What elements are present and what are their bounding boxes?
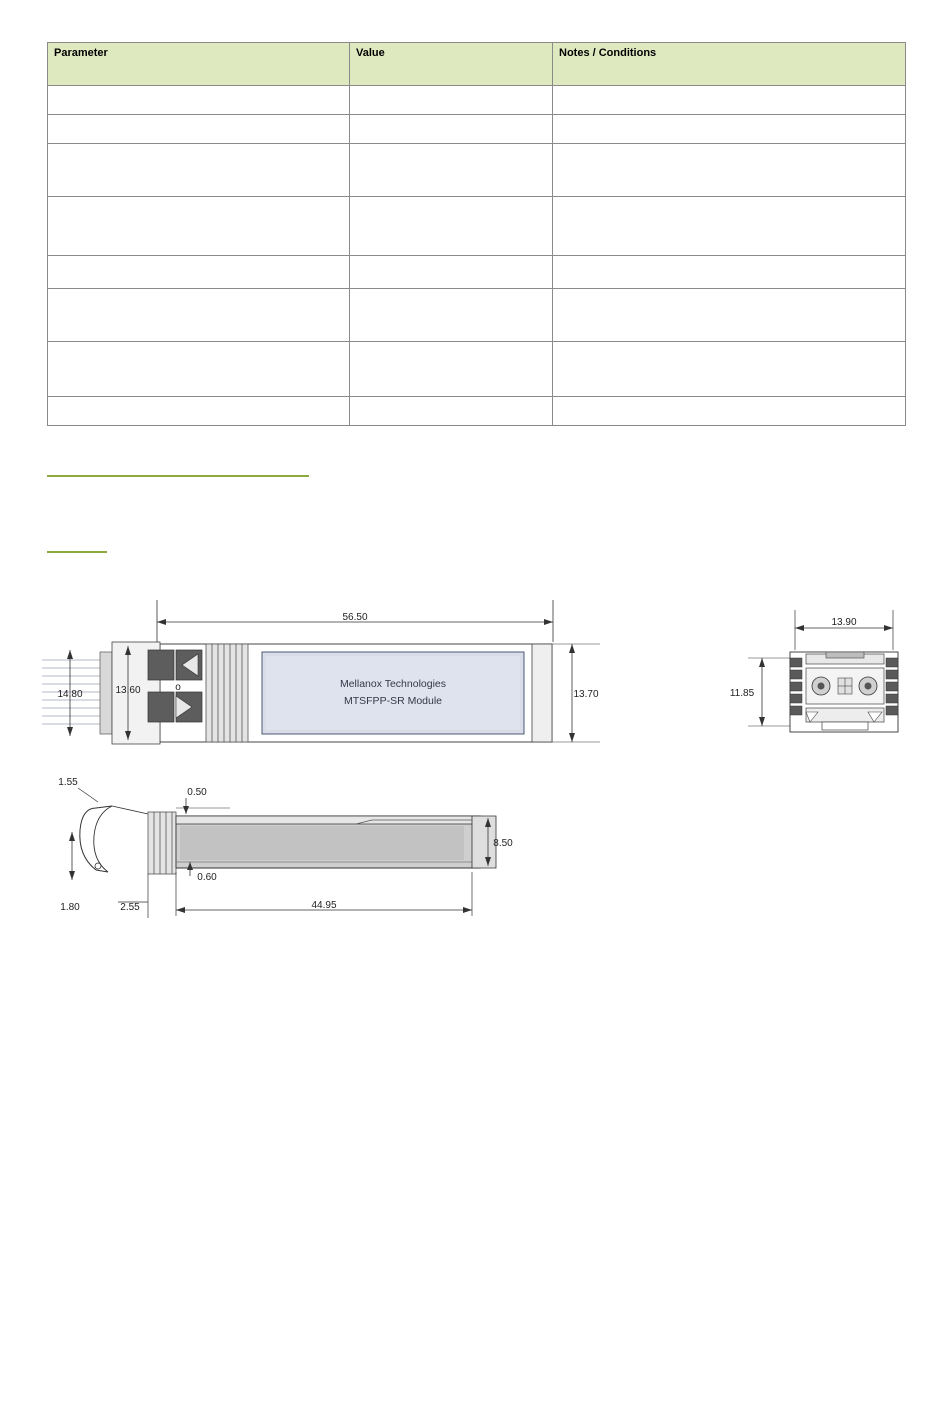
- subsection-heading: [47, 548, 107, 553]
- drawing-end-view: [730, 610, 898, 732]
- table-cell: [48, 256, 350, 289]
- table-cell: [350, 289, 553, 342]
- table-header-cell: Parameter: [48, 43, 350, 86]
- table-cell: [350, 197, 553, 256]
- table-cell: [553, 289, 906, 342]
- table-cell: [350, 86, 553, 115]
- svg-text:o: o: [175, 682, 181, 693]
- table-row: [48, 256, 906, 289]
- table-row: [48, 197, 906, 256]
- table-row: [48, 342, 906, 397]
- table-cell: [350, 342, 553, 397]
- table-cell: [553, 115, 906, 144]
- table-cell: [553, 86, 906, 115]
- dimension-top-height: 13.70: [573, 689, 599, 700]
- dimension-end-width: 13.90: [831, 617, 857, 628]
- table-row: [48, 397, 906, 426]
- table-row: [48, 289, 906, 342]
- table-cell: [350, 115, 553, 144]
- dimension-top-length: 56.50: [342, 612, 368, 623]
- table-cell: [553, 256, 906, 289]
- module-label-line-1: Mellanox Technologies: [339, 678, 447, 690]
- section-heading: [47, 472, 309, 477]
- specification-table: [47, 42, 906, 426]
- table-cell: [553, 197, 906, 256]
- table-cell: [48, 342, 350, 397]
- dimension-side-step: 0.60: [197, 872, 217, 883]
- dimension-front-body-height: 13.60: [115, 685, 141, 696]
- dimension-front-total-height: 14.80: [57, 689, 83, 700]
- table-cell: [48, 197, 350, 256]
- table-cell: [350, 397, 553, 426]
- dimension-end-height: 11.85: [729, 688, 755, 699]
- dimension-side-offset-a: 1.80: [60, 902, 80, 913]
- dimension-side-offset-b: 2.55: [120, 902, 140, 913]
- table-header-row: [48, 43, 906, 86]
- dimension-side-length: 44.95: [311, 900, 337, 911]
- dimension-side-latch-height: 1.55: [58, 777, 78, 788]
- table-row: [48, 144, 906, 197]
- table-cell: [553, 342, 906, 397]
- table-row: [48, 86, 906, 115]
- table-cell: [350, 256, 553, 289]
- table-cell: [48, 397, 350, 426]
- table-cell: [553, 397, 906, 426]
- table-cell: [350, 144, 553, 197]
- table-cell: [48, 289, 350, 342]
- dimension-side-lip: 0.50: [187, 787, 207, 798]
- table-cell: [553, 144, 906, 197]
- table-cell: [48, 144, 350, 197]
- dimension-side-body-height: 8.50: [493, 838, 513, 849]
- drawing-top-view: [40, 600, 600, 744]
- table-row: [48, 115, 906, 144]
- table-header-cell: Notes / Conditions: [553, 43, 906, 86]
- mechanical-drawing: [0, 580, 950, 940]
- table-cell: [48, 115, 350, 144]
- drawing-side-view: [58, 777, 513, 918]
- table-cell: [48, 86, 350, 115]
- table-header-cell: Value: [350, 43, 553, 86]
- module-label-line-2: MTSFPP-SR Module: [343, 695, 443, 707]
